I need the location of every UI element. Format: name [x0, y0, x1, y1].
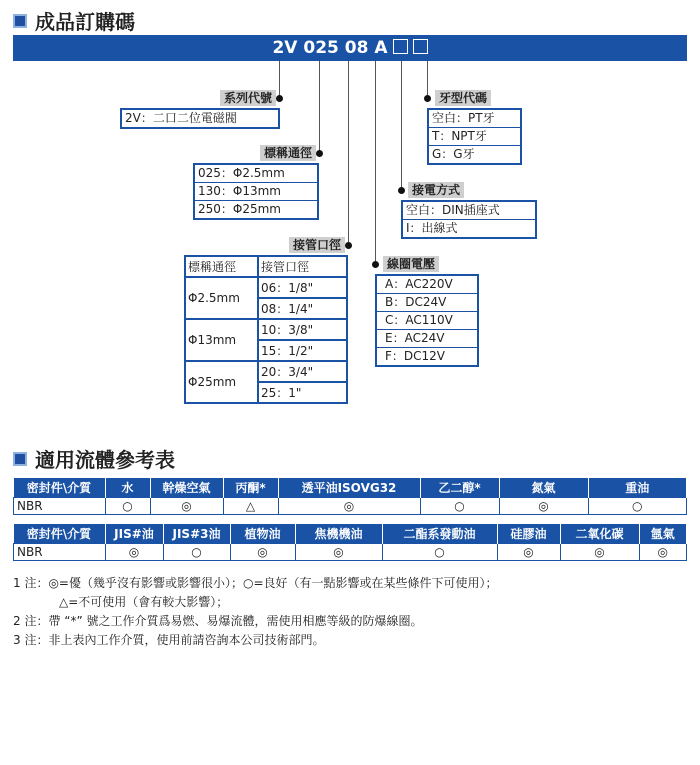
section-title-text: 成品訂購碼: [35, 10, 135, 34]
table-cell: ◎: [560, 544, 639, 561]
order-code-bar: [13, 35, 687, 61]
label-wiring-method: 接電方式: [408, 182, 464, 198]
note-line: △=不可使用（會有較大影響）；: [59, 595, 229, 609]
table-header: JIS#油: [105, 524, 163, 544]
option-wiring: I：出線式: [406, 221, 458, 235]
port-table: [184, 255, 348, 404]
table-header: 焦機機油: [295, 524, 382, 544]
table-cell: ○: [382, 544, 497, 561]
code-placeholder-box-2: [413, 39, 428, 54]
table-cell: ◎: [499, 498, 588, 515]
port-option: 15：1/2": [258, 340, 347, 361]
table-header: 丙酮*: [223, 478, 278, 498]
section-title-text: 適用流體參考表: [35, 448, 175, 472]
table-cell: ○: [163, 544, 230, 561]
connector-thread: [427, 61, 428, 98]
option-nominal: 025：Φ2.5mm: [195, 165, 317, 183]
table-header: 水: [105, 478, 150, 498]
section-square-icon: [13, 452, 27, 466]
option-thread: G：G牙: [432, 147, 475, 161]
table-header: 硅膠油: [497, 524, 560, 544]
connector-dot: [345, 242, 352, 249]
note-line: 2 注：帶 “*” 號之工作介質爲易燃、易爆流體，需使用相應等級的防爆線圈。: [13, 614, 423, 628]
port-size: Φ13mm: [185, 319, 258, 361]
box-nominal-diameter: [193, 163, 319, 220]
table-header: 幹燥空氣: [150, 478, 223, 498]
option-voltage: F：DC12V: [385, 349, 446, 363]
connector-nominal: [319, 61, 320, 153]
connector-dot: [372, 261, 379, 268]
fluid-table-1: [13, 478, 687, 515]
option-thread: 空白：PT牙: [429, 110, 520, 128]
table-header: 透平油ISOVG32: [278, 478, 420, 498]
option-thread: T：NPT牙: [429, 128, 520, 146]
option-nominal: 250：Φ25mm: [198, 202, 281, 216]
table-header: 乙二醇*: [420, 478, 499, 498]
label-port-diameter: 接管口徑: [289, 237, 345, 253]
section-square-icon: [13, 14, 27, 28]
table-cell: ◎: [295, 544, 382, 561]
table-header: 二氧化碳: [560, 524, 639, 544]
code-placeholder-box-1: [393, 39, 408, 54]
table-cell: ◎: [230, 544, 295, 561]
table-header: 植物油: [230, 524, 295, 544]
box-coil-voltage: [375, 274, 479, 367]
port-option: 20：3/4": [258, 361, 347, 382]
table-cell: △: [223, 498, 278, 515]
connector-dot: [276, 95, 283, 102]
table-cell: ○: [105, 498, 150, 515]
table-cell: ○: [420, 498, 499, 515]
option-wiring: 空白：DIN插座式: [403, 202, 535, 220]
connector-port: [348, 61, 349, 245]
order-code-text: 2V 025 08 A: [272, 38, 388, 58]
connector-dot: [316, 150, 323, 157]
table-cell: ◎: [278, 498, 420, 515]
note-line: 1 注：◎=優（幾乎沒有影響或影響很小）；○=良好（有一點影響或在某些條件下可使用）；: [13, 576, 498, 590]
table-header: 密封件\介質: [14, 524, 106, 544]
table-header: 氬氣: [639, 524, 687, 544]
port-option: 10：3/8": [258, 319, 347, 340]
box-thread-type: [427, 108, 522, 165]
option-voltage: B：DC24V: [377, 294, 477, 312]
section-title-order-code: [13, 6, 135, 35]
label-thread-type: 牙型代碼: [435, 90, 491, 106]
box-wiring-method: [401, 200, 537, 239]
table-cell: NBR: [14, 498, 106, 515]
option-voltage: E：AC24V: [377, 330, 477, 348]
table-header: 重油: [588, 478, 687, 498]
fluid-table-2: [13, 524, 687, 561]
connector-dot: [424, 95, 431, 102]
port-size: Φ25mm: [185, 361, 258, 403]
port-option: 08：1/4": [258, 298, 347, 319]
table-header: 二酯系發動油: [382, 524, 497, 544]
note-line: 3 注：非上表內工作介質，使用前請咨詢本公司技術部門。: [13, 633, 325, 647]
port-option: 06：1/8": [258, 277, 347, 298]
box-series: [120, 108, 280, 129]
option-nominal: 130：Φ13mm: [195, 183, 317, 201]
port-size: Φ2.5mm: [185, 277, 258, 319]
connector-wiring: [401, 61, 402, 190]
notes-block: [13, 574, 693, 650]
table-header: JIS#3油: [163, 524, 230, 544]
table-cell: ◎: [150, 498, 223, 515]
table-header: 氮氣: [499, 478, 588, 498]
section-title-fluid-table: [13, 444, 175, 473]
label-series: 系列代號: [220, 90, 276, 106]
connector-dot: [398, 187, 405, 194]
connector-series: [279, 61, 280, 98]
table-header: 密封件\介質: [14, 478, 106, 498]
option-voltage: C：AC110V: [377, 312, 477, 330]
option-voltage: A：AC220V: [377, 276, 477, 294]
table-cell: ◎: [497, 544, 560, 561]
port-header: 標稱通徑: [185, 256, 258, 277]
table-cell: NBR: [14, 544, 106, 561]
connector-voltage: [375, 61, 376, 264]
option-series: 2V：二口二位電磁閥: [125, 111, 237, 125]
port-header: 接管口徑: [258, 256, 347, 277]
table-cell: ○: [588, 498, 687, 515]
table-cell: ◎: [639, 544, 687, 561]
table-cell: ◎: [105, 544, 163, 561]
label-nominal-diameter: 標稱通徑: [260, 145, 316, 161]
port-option: 25：1": [258, 382, 347, 403]
label-coil-voltage: 線圈電壓: [383, 256, 439, 272]
